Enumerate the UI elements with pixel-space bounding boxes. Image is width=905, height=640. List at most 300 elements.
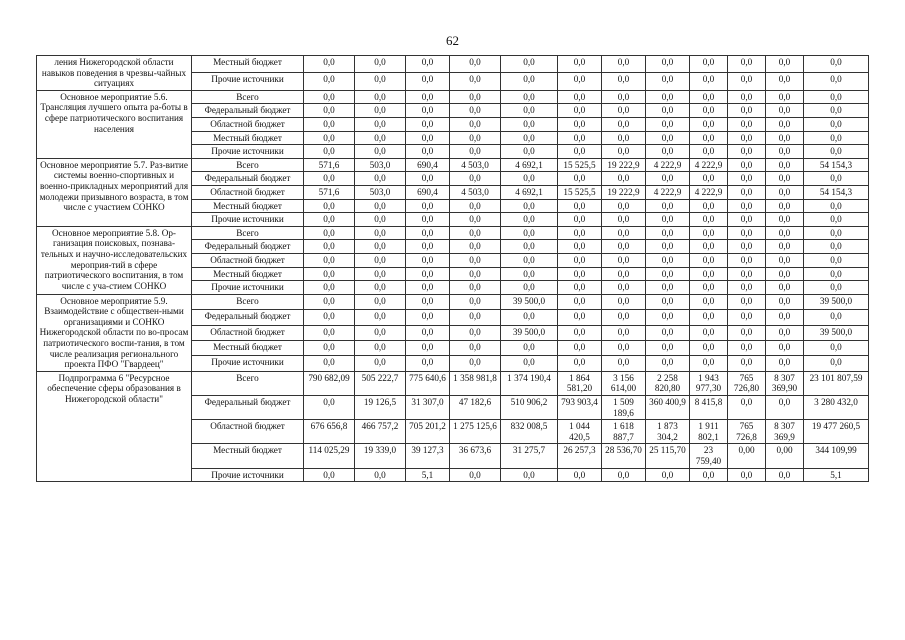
value-cell: 0,0 bbox=[304, 240, 355, 254]
value-cell: 0,0 bbox=[728, 73, 766, 90]
value-cell: 0,0 bbox=[355, 281, 406, 295]
value-cell: 0,0 bbox=[602, 199, 646, 213]
value-cell: 19 339,0 bbox=[355, 444, 406, 468]
value-cell: 0,0 bbox=[558, 90, 602, 104]
table-row bbox=[37, 56, 869, 73]
value-cell: 0,0 bbox=[646, 356, 690, 371]
total-cell: 39 500,0 bbox=[804, 294, 869, 309]
value-cell: 0,0 bbox=[406, 226, 450, 240]
value-cell: 0,0 bbox=[766, 396, 804, 420]
total-cell: 344 109,99 bbox=[804, 444, 869, 468]
measure-description: ления Нижегородской области навыков поведения в чрезвы-чайных ситуациях bbox=[37, 56, 192, 91]
value-cell: 0,0 bbox=[304, 131, 355, 145]
value-cell: 0,0 bbox=[558, 56, 602, 73]
funding-source: Прочие источники bbox=[192, 281, 304, 295]
value-cell: 4 222,9 bbox=[690, 158, 728, 172]
value-cell: 571,6 bbox=[304, 158, 355, 172]
value-cell: 1 044 420,5 bbox=[558, 420, 602, 444]
value-cell: 0,0 bbox=[406, 281, 450, 295]
value-cell: 0,0 bbox=[690, 172, 728, 186]
value-cell: 0,0 bbox=[646, 213, 690, 227]
value-cell: 0,0 bbox=[304, 310, 355, 325]
value-cell: 0,0 bbox=[602, 90, 646, 104]
funding-source: Местный бюджет bbox=[192, 444, 304, 468]
measure-description: Подпрограмма 6 "Ресурсное обеспечение сферы образования в Нижегородской области" bbox=[37, 371, 192, 481]
value-cell: 4 503,0 bbox=[450, 185, 501, 199]
value-cell: 0,0 bbox=[450, 468, 501, 482]
value-cell: 0,0 bbox=[304, 104, 355, 118]
value-cell: 0,0 bbox=[304, 73, 355, 90]
value-cell: 0,0 bbox=[728, 199, 766, 213]
value-cell: 0,0 bbox=[304, 226, 355, 240]
value-cell: 0,0 bbox=[766, 294, 804, 309]
value-cell: 0,0 bbox=[690, 73, 728, 90]
value-cell: 0,0 bbox=[406, 199, 450, 213]
value-cell: 0,0 bbox=[646, 56, 690, 73]
value-cell: 0,0 bbox=[690, 267, 728, 281]
value-cell: 0,0 bbox=[690, 145, 728, 159]
value-cell: 0,0 bbox=[766, 131, 804, 145]
value-cell: 0,0 bbox=[558, 226, 602, 240]
value-cell: 0,0 bbox=[602, 117, 646, 131]
value-cell: 0,0 bbox=[406, 145, 450, 159]
funding-source: Местный бюджет bbox=[192, 131, 304, 145]
value-cell: 0,0 bbox=[766, 73, 804, 90]
funding-source: Областной бюджет bbox=[192, 420, 304, 444]
value-cell: 0,0 bbox=[355, 199, 406, 213]
value-cell: 0,0 bbox=[406, 56, 450, 73]
value-cell: 0,0 bbox=[558, 199, 602, 213]
value-cell: 505 222,7 bbox=[355, 371, 406, 395]
value-cell: 0,0 bbox=[355, 213, 406, 227]
value-cell: 0,0 bbox=[728, 294, 766, 309]
funding-source: Областной бюджет bbox=[192, 117, 304, 131]
value-cell: 1 509 189,6 bbox=[602, 396, 646, 420]
value-cell: 4 222,9 bbox=[690, 185, 728, 199]
value-cell: 0,0 bbox=[558, 340, 602, 355]
value-cell: 0,0 bbox=[690, 104, 728, 118]
value-cell: 0,0 bbox=[406, 294, 450, 309]
value-cell: 3 156 614,00 bbox=[602, 371, 646, 395]
value-cell: 0,0 bbox=[728, 104, 766, 118]
value-cell: 0,0 bbox=[304, 267, 355, 281]
value-cell: 0,0 bbox=[450, 213, 501, 227]
value-cell: 0,0 bbox=[355, 340, 406, 355]
value-cell: 0,0 bbox=[450, 172, 501, 186]
value-cell: 0,0 bbox=[501, 145, 558, 159]
value-cell: 1 358 981,8 bbox=[450, 371, 501, 395]
value-cell: 0,0 bbox=[646, 468, 690, 482]
measure-description: Основное мероприятие 5.8. Ор-ганизация поисковых, познава-тельных и научно-исследовательских мероприя-тий в сфере патриотического воспитания, в том числе с уча-стием СОНКО bbox=[37, 226, 192, 294]
total-cell: 5,1 bbox=[804, 468, 869, 482]
funding-source: Местный бюджет bbox=[192, 267, 304, 281]
value-cell: 0,0 bbox=[690, 281, 728, 295]
value-cell: 0,0 bbox=[690, 253, 728, 267]
value-cell: 0,0 bbox=[355, 468, 406, 482]
total-cell: 0,0 bbox=[804, 356, 869, 371]
value-cell: 0,0 bbox=[728, 253, 766, 267]
total-cell: 0,0 bbox=[804, 310, 869, 325]
value-cell: 676 656,8 bbox=[304, 420, 355, 444]
value-cell: 0,0 bbox=[766, 199, 804, 213]
funding-source: Местный бюджет bbox=[192, 199, 304, 213]
value-cell: 0,0 bbox=[728, 172, 766, 186]
value-cell: 0,0 bbox=[501, 199, 558, 213]
value-cell: 0,0 bbox=[501, 213, 558, 227]
total-cell: 0,0 bbox=[804, 90, 869, 104]
value-cell: 0,0 bbox=[690, 294, 728, 309]
value-cell: 0,0 bbox=[728, 117, 766, 131]
value-cell: 0,0 bbox=[766, 117, 804, 131]
value-cell: 0,0 bbox=[501, 56, 558, 73]
value-cell: 0,0 bbox=[766, 56, 804, 73]
value-cell: 503,0 bbox=[355, 158, 406, 172]
value-cell: 0,0 bbox=[602, 240, 646, 254]
value-cell: 0,0 bbox=[406, 131, 450, 145]
value-cell: 0,0 bbox=[406, 172, 450, 186]
value-cell: 0,0 bbox=[690, 213, 728, 227]
value-cell: 0,00 bbox=[766, 444, 804, 468]
value-cell: 0,0 bbox=[690, 325, 728, 340]
value-cell: 793 903,4 bbox=[558, 396, 602, 420]
value-cell: 0,0 bbox=[646, 199, 690, 213]
value-cell: 36 673,6 bbox=[450, 444, 501, 468]
funding-source: Всего bbox=[192, 371, 304, 395]
value-cell: 0,0 bbox=[728, 468, 766, 482]
value-cell: 8 415,8 bbox=[690, 396, 728, 420]
value-cell: 0,0 bbox=[646, 281, 690, 295]
value-cell: 0,0 bbox=[646, 73, 690, 90]
total-cell: 19 477 260,5 bbox=[804, 420, 869, 444]
value-cell: 0,0 bbox=[558, 468, 602, 482]
value-cell: 0,0 bbox=[304, 199, 355, 213]
value-cell: 0,0 bbox=[501, 267, 558, 281]
value-cell: 0,0 bbox=[728, 396, 766, 420]
value-cell: 775 640,6 bbox=[406, 371, 450, 395]
value-cell: 31 275,7 bbox=[501, 444, 558, 468]
funding-source: Всего bbox=[192, 294, 304, 309]
value-cell: 0,0 bbox=[766, 213, 804, 227]
value-cell: 0,0 bbox=[690, 131, 728, 145]
value-cell: 0,0 bbox=[304, 340, 355, 355]
value-cell: 0,0 bbox=[602, 73, 646, 90]
budget-table bbox=[36, 55, 869, 482]
value-cell: 0,0 bbox=[450, 117, 501, 131]
value-cell: 0,0 bbox=[406, 213, 450, 227]
value-cell: 0,0 bbox=[450, 56, 501, 73]
value-cell: 0,0 bbox=[728, 310, 766, 325]
value-cell: 0,0 bbox=[450, 356, 501, 371]
value-cell: 1 943 977,30 bbox=[690, 371, 728, 395]
value-cell: 0,0 bbox=[602, 340, 646, 355]
value-cell: 503,0 bbox=[355, 185, 406, 199]
value-cell: 31 307,0 bbox=[406, 396, 450, 420]
value-cell: 0,0 bbox=[304, 356, 355, 371]
value-cell: 47 182,6 bbox=[450, 396, 501, 420]
funding-source: Всего bbox=[192, 226, 304, 240]
value-cell: 0,0 bbox=[450, 145, 501, 159]
value-cell: 0,0 bbox=[501, 90, 558, 104]
value-cell: 0,0 bbox=[766, 185, 804, 199]
value-cell: 39 500,0 bbox=[501, 294, 558, 309]
value-cell: 0,0 bbox=[766, 172, 804, 186]
value-cell: 0,0 bbox=[304, 90, 355, 104]
funding-source: Прочие источники bbox=[192, 73, 304, 90]
value-cell: 0,0 bbox=[690, 468, 728, 482]
funding-source: Федеральный бюджет bbox=[192, 104, 304, 118]
value-cell: 0,0 bbox=[406, 117, 450, 131]
value-cell: 1 864 581,20 bbox=[558, 371, 602, 395]
value-cell: 15 525,5 bbox=[558, 158, 602, 172]
value-cell: 0,0 bbox=[728, 131, 766, 145]
value-cell: 0,0 bbox=[602, 281, 646, 295]
value-cell: 19 222,9 bbox=[602, 185, 646, 199]
value-cell: 0,0 bbox=[646, 267, 690, 281]
value-cell: 0,0 bbox=[646, 145, 690, 159]
value-cell: 0,0 bbox=[602, 267, 646, 281]
total-cell: 0,0 bbox=[804, 340, 869, 355]
value-cell: 0,0 bbox=[558, 73, 602, 90]
value-cell: 0,0 bbox=[558, 281, 602, 295]
value-cell: 0,0 bbox=[558, 356, 602, 371]
value-cell: 0,0 bbox=[355, 104, 406, 118]
total-cell: 23 101 807,59 bbox=[804, 371, 869, 395]
value-cell: 0,0 bbox=[690, 340, 728, 355]
funding-source: Прочие источники bbox=[192, 213, 304, 227]
value-cell: 0,0 bbox=[766, 325, 804, 340]
value-cell: 0,0 bbox=[602, 325, 646, 340]
value-cell: 1 618 887,7 bbox=[602, 420, 646, 444]
value-cell: 0,0 bbox=[558, 253, 602, 267]
value-cell: 0,0 bbox=[728, 213, 766, 227]
value-cell: 0,0 bbox=[450, 104, 501, 118]
value-cell: 0,0 bbox=[558, 145, 602, 159]
value-cell: 0,0 bbox=[406, 325, 450, 340]
value-cell: 0,0 bbox=[690, 226, 728, 240]
value-cell: 8 307 369,9 bbox=[766, 420, 804, 444]
value-cell: 0,0 bbox=[355, 226, 406, 240]
value-cell: 39 500,0 bbox=[501, 325, 558, 340]
funding-source: Областной бюджет bbox=[192, 253, 304, 267]
table-row bbox=[37, 294, 869, 309]
value-cell: 0,0 bbox=[646, 226, 690, 240]
value-cell: 0,0 bbox=[766, 226, 804, 240]
value-cell: 0,0 bbox=[355, 172, 406, 186]
table-row bbox=[37, 371, 869, 395]
value-cell: 0,0 bbox=[646, 104, 690, 118]
value-cell: 0,0 bbox=[558, 325, 602, 340]
value-cell: 0,0 bbox=[728, 240, 766, 254]
value-cell: 0,0 bbox=[558, 131, 602, 145]
value-cell: 0,0 bbox=[406, 310, 450, 325]
value-cell: 0,0 bbox=[355, 117, 406, 131]
value-cell: 0,0 bbox=[501, 117, 558, 131]
value-cell: 39 127,3 bbox=[406, 444, 450, 468]
value-cell: 510 906,2 bbox=[501, 396, 558, 420]
funding-source: Федеральный бюджет bbox=[192, 240, 304, 254]
value-cell: 0,0 bbox=[646, 172, 690, 186]
value-cell: 0,0 bbox=[406, 340, 450, 355]
value-cell: 0,0 bbox=[450, 310, 501, 325]
measure-description: Основное мероприятие 5.9. Взаимодействие с обществен-ными организациями и СОНКО Нижегородской области по во-просам патриотического воспи-тания, в том числе реализация регионального проекта ПФО "Гвардеец" bbox=[37, 294, 192, 371]
value-cell: 0,0 bbox=[450, 131, 501, 145]
value-cell: 0,0 bbox=[728, 158, 766, 172]
measure-description: Основное мероприятие 5.6. Трансляция лучшего опыта ра-боты в сфере патриотического воспитания населения bbox=[37, 90, 192, 158]
value-cell: 0,0 bbox=[728, 226, 766, 240]
value-cell: 0,0 bbox=[304, 117, 355, 131]
value-cell: 832 008,5 bbox=[501, 420, 558, 444]
value-cell: 0,0 bbox=[304, 145, 355, 159]
value-cell: 0,0 bbox=[558, 294, 602, 309]
value-cell: 0,0 bbox=[450, 199, 501, 213]
value-cell: 0,0 bbox=[558, 172, 602, 186]
value-cell: 0,0 bbox=[690, 117, 728, 131]
value-cell: 0,0 bbox=[558, 213, 602, 227]
value-cell: 0,0 bbox=[501, 356, 558, 371]
value-cell: 0,0 bbox=[766, 340, 804, 355]
value-cell: 0,0 bbox=[728, 325, 766, 340]
value-cell: 1 873 304,2 bbox=[646, 420, 690, 444]
value-cell: 0,0 bbox=[501, 73, 558, 90]
value-cell: 19 222,9 bbox=[602, 158, 646, 172]
value-cell: 0,0 bbox=[355, 294, 406, 309]
value-cell: 0,0 bbox=[355, 310, 406, 325]
funding-source: Областной бюджет bbox=[192, 185, 304, 199]
value-cell: 8 307 369,90 bbox=[766, 371, 804, 395]
value-cell: 0,0 bbox=[304, 294, 355, 309]
value-cell: 0,0 bbox=[450, 340, 501, 355]
value-cell: 0,0 bbox=[602, 172, 646, 186]
value-cell: 0,0 bbox=[304, 468, 355, 482]
value-cell: 4 692,1 bbox=[501, 185, 558, 199]
value-cell: 0,0 bbox=[406, 104, 450, 118]
total-cell: 0,0 bbox=[804, 281, 869, 295]
value-cell: 0,0 bbox=[728, 356, 766, 371]
value-cell: 0,0 bbox=[355, 240, 406, 254]
value-cell: 0,0 bbox=[501, 340, 558, 355]
value-cell: 0,0 bbox=[646, 294, 690, 309]
value-cell: 0,0 bbox=[450, 267, 501, 281]
total-cell: 0,0 bbox=[804, 267, 869, 281]
funding-source: Местный бюджет bbox=[192, 340, 304, 355]
value-cell: 0,0 bbox=[304, 325, 355, 340]
value-cell: 0,0 bbox=[450, 253, 501, 267]
value-cell: 0,0 bbox=[690, 310, 728, 325]
total-cell: 0,0 bbox=[804, 213, 869, 227]
value-cell: 765 726,80 bbox=[728, 371, 766, 395]
value-cell: 0,0 bbox=[728, 145, 766, 159]
value-cell: 705 201,2 bbox=[406, 420, 450, 444]
value-cell: 0,0 bbox=[766, 267, 804, 281]
value-cell: 360 400,9 bbox=[646, 396, 690, 420]
page-number: 62 bbox=[446, 33, 459, 48]
total-cell: 0,0 bbox=[804, 226, 869, 240]
table-row bbox=[37, 90, 869, 104]
value-cell: 0,0 bbox=[406, 356, 450, 371]
value-cell: 0,0 bbox=[304, 396, 355, 420]
value-cell: 0,0 bbox=[602, 294, 646, 309]
total-cell: 54 154,3 bbox=[804, 185, 869, 199]
value-cell: 0,0 bbox=[646, 340, 690, 355]
value-cell: 0,0 bbox=[304, 213, 355, 227]
value-cell: 0,0 bbox=[304, 56, 355, 73]
value-cell: 0,0 bbox=[646, 325, 690, 340]
value-cell: 1 374 190,4 bbox=[501, 371, 558, 395]
value-cell: 0,0 bbox=[558, 240, 602, 254]
value-cell: 0,0 bbox=[406, 253, 450, 267]
value-cell: 0,0 bbox=[501, 253, 558, 267]
total-cell: 0,0 bbox=[804, 56, 869, 73]
value-cell: 0,0 bbox=[406, 267, 450, 281]
value-cell: 0,0 bbox=[602, 310, 646, 325]
funding-source: Всего bbox=[192, 158, 304, 172]
funding-source: Федеральный бюджет bbox=[192, 172, 304, 186]
value-cell: 4 222,9 bbox=[646, 158, 690, 172]
value-cell: 4 692,1 bbox=[501, 158, 558, 172]
value-cell: 0,0 bbox=[501, 104, 558, 118]
total-cell: 54 154,3 bbox=[804, 158, 869, 172]
value-cell: 0,0 bbox=[355, 267, 406, 281]
total-cell: 39 500,0 bbox=[804, 325, 869, 340]
value-cell: 0,0 bbox=[602, 104, 646, 118]
value-cell: 0,0 bbox=[766, 281, 804, 295]
value-cell: 690,4 bbox=[406, 185, 450, 199]
value-cell: 26 257,3 bbox=[558, 444, 602, 468]
value-cell: 0,0 bbox=[304, 281, 355, 295]
value-cell: 0,0 bbox=[406, 240, 450, 254]
value-cell: 571,6 bbox=[304, 185, 355, 199]
value-cell: 23 759,40 bbox=[690, 444, 728, 468]
value-cell: 790 682,09 bbox=[304, 371, 355, 395]
value-cell: 0,0 bbox=[766, 104, 804, 118]
total-cell: 0,0 bbox=[804, 199, 869, 213]
value-cell: 0,0 bbox=[646, 117, 690, 131]
value-cell: 0,0 bbox=[766, 310, 804, 325]
total-cell: 0,0 bbox=[804, 172, 869, 186]
value-cell: 0,0 bbox=[450, 73, 501, 90]
total-cell: 3 280 432,0 bbox=[804, 396, 869, 420]
value-cell: 0,0 bbox=[406, 90, 450, 104]
value-cell: 0,0 bbox=[602, 356, 646, 371]
funding-source: Всего bbox=[192, 90, 304, 104]
value-cell: 0,0 bbox=[450, 325, 501, 340]
value-cell: 765 726,8 bbox=[728, 420, 766, 444]
value-cell: 0,0 bbox=[728, 340, 766, 355]
value-cell: 0,0 bbox=[602, 56, 646, 73]
value-cell: 0,0 bbox=[646, 90, 690, 104]
value-cell: 0,0 bbox=[766, 240, 804, 254]
value-cell: 0,0 bbox=[355, 73, 406, 90]
value-cell: 0,0 bbox=[646, 240, 690, 254]
funding-source: Федеральный бюджет bbox=[192, 310, 304, 325]
value-cell: 0,0 bbox=[501, 131, 558, 145]
total-cell: 0,0 bbox=[804, 73, 869, 90]
value-cell: 0,0 bbox=[355, 145, 406, 159]
value-cell: 0,0 bbox=[766, 468, 804, 482]
value-cell: 0,0 bbox=[766, 158, 804, 172]
value-cell: 0,0 bbox=[450, 240, 501, 254]
value-cell: 0,0 bbox=[355, 131, 406, 145]
value-cell: 2 258 820,80 bbox=[646, 371, 690, 395]
value-cell: 0,0 bbox=[766, 145, 804, 159]
value-cell: 0,0 bbox=[558, 267, 602, 281]
value-cell: 0,0 bbox=[728, 267, 766, 281]
total-cell: 0,0 bbox=[804, 104, 869, 118]
value-cell: 0,0 bbox=[690, 199, 728, 213]
value-cell: 0,0 bbox=[450, 294, 501, 309]
measure-description: Основное мероприятие 5.7. Раз-витие системы военно-спортивных и военно-прикладных мероприятий для молодежи призывного возраста, в том числе с участием СОНКО bbox=[37, 158, 192, 226]
funding-source: Прочие источники bbox=[192, 145, 304, 159]
